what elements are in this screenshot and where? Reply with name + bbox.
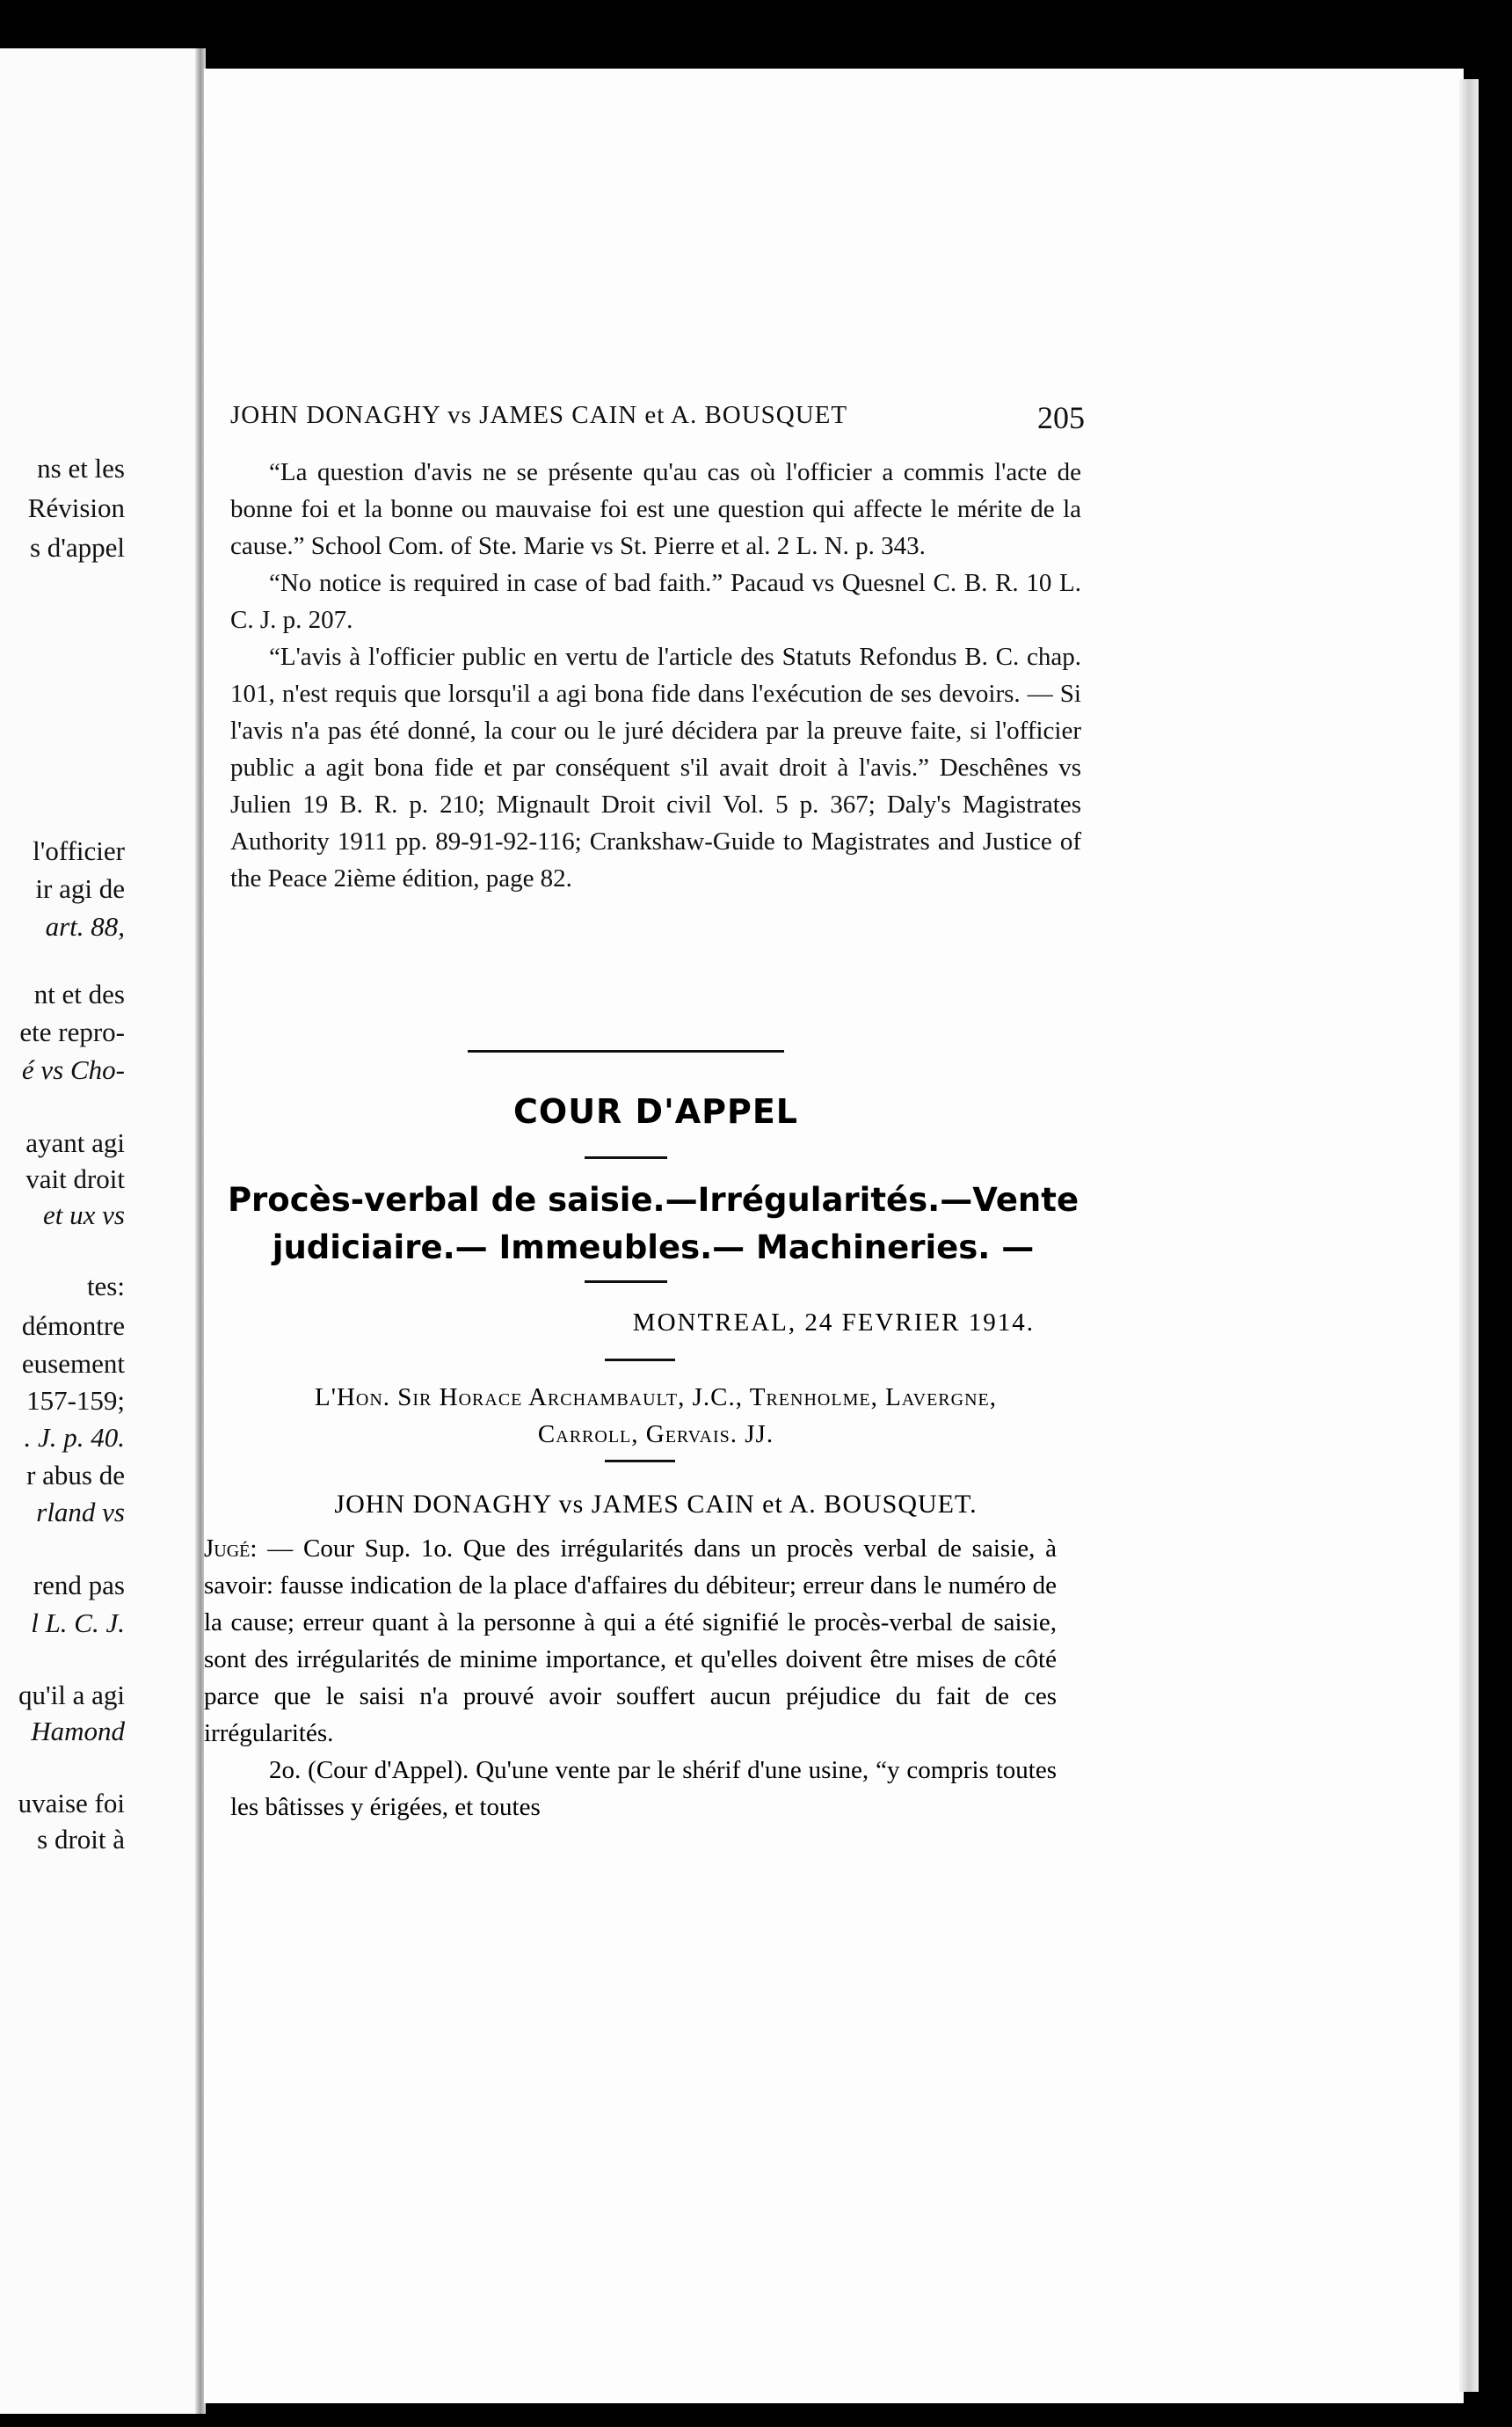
left-line: art. 88,: [45, 911, 125, 942]
left-line: eusement: [21, 1348, 125, 1379]
left-line: vait droit: [25, 1163, 125, 1194]
left-line: démontre: [21, 1310, 125, 1341]
section-divider: [468, 1050, 784, 1053]
left-line: l L. C. J.: [31, 1607, 125, 1638]
headnote: [218, 1177, 1088, 1272]
left-line: Hamond: [31, 1716, 125, 1746]
title-rule: [585, 1156, 667, 1159]
holding-text: — Cour Sup. 1o. Que des irrégularités dans un procès verbal de saisie, à savoir: fausse indication de la place d'affaires du débiteur; erreur dans le numéro de la cause; erreur quant à la personne à qui a été signifié le procès-verbal de saisie, sont des irrégularités de minime importance, et qu'elles doivent être mises de côté parce que le saisi n'a prouvé avoir souffert aucun préjudice du fait de ces irrégularités.: [204, 1534, 1057, 1747]
headnote-line: Procès-verbal de saisie.—Irrégularités.—Vente: [227, 1181, 1079, 1219]
dateline: MONTREAL, 24 FEVRIER 1914.: [632, 1308, 1035, 1337]
left-page-fragment: [0, 48, 200, 2414]
left-line: ns et les: [37, 453, 125, 484]
holding-paragraph: [204, 1530, 1057, 1752]
judges-line: L'Hon. Sir Horace Archambault, J.C., Trenholme, Lavergne,: [315, 1383, 997, 1411]
left-line: et ux vs: [43, 1199, 125, 1230]
judges: [230, 1379, 1081, 1453]
running-head: JOHN DONAGHY vs JAMES CAIN et A. BOUSQUET: [230, 401, 848, 429]
left-line: ayant agi: [25, 1127, 125, 1158]
court-title: COUR D'APPEL: [513, 1092, 798, 1131]
left-line: 157-159;: [26, 1385, 125, 1416]
left-line: qu'il a agi: [18, 1680, 125, 1710]
juge-label: Jugé:: [204, 1534, 258, 1563]
page-number: 205: [1037, 400, 1085, 435]
left-line: rend pas: [33, 1570, 125, 1600]
holding-paragraph: 2o. (Cour d'Appel). Qu'une vente par le shérif d'une usine, “y compris toutes les bâtisses y érigées, et toutes: [230, 1756, 1057, 1821]
judges-line: Carroll, Gervais. JJ.: [537, 1420, 774, 1448]
left-line: s droit à: [37, 1824, 125, 1855]
citation-paragraph: “No notice is required in case of bad faith.” Pacaud vs Quesnel C. B. R. 10 L. C. J. p. 207.: [230, 569, 1081, 634]
left-line: ete repro-: [19, 1017, 125, 1047]
left-line: tes:: [86, 1271, 125, 1301]
dateline-rule: [605, 1359, 675, 1361]
left-line: . J. p. 40.: [24, 1422, 125, 1453]
headnote-line: judiciaire.— Immeubles.— Machineries. —: [272, 1228, 1035, 1266]
case-title: JOHN DONAGHY vs JAMES CAIN et A. BOUSQUET.: [334, 1490, 978, 1519]
page-edge: [1459, 79, 1479, 2392]
left-line: rland vs: [36, 1497, 125, 1527]
judges-rule: [605, 1460, 675, 1462]
citation-paragraph: “L'avis à l'officier public en vertu de l'article des Statuts Refondus B. C. chap. 101, n'est requis que lorsqu'il a agi bona fide dans l'exécution de ses devoirs. — Si l'avis n'a pas été donné, la cour ou le juré décidera par la preuve faite, si l'officier public a agit bona fide et par conséquent s'il avait droit à l'avis.” Deschênes vs Julien 19 B. R. p. 210; Mignault Droit civil Vol. 5 p. 367; Daly's Magistrates Authority 1911 pp. 89-91-92-116; Crankshaw-Guide to Magistrates and Justice of the Peace 2ième édition, page 82.: [230, 643, 1081, 893]
citation-paragraph: “La question d'avis ne se présente qu'au cas où l'officier a commis l'acte de bonne foi et la bonne ou mauvaise foi est une question qui affecte le mérite de la cause.” School Com. of Ste. Marie vs St. Pierre et al. 2 L. N. p. 343.: [230, 458, 1081, 560]
left-line: Révision: [27, 492, 125, 523]
left-line: r abus de: [26, 1460, 125, 1490]
left-line: ir agi de: [35, 873, 125, 904]
headnote-rule: [585, 1280, 667, 1283]
left-line: s d'appel: [29, 532, 125, 563]
left-line: nt et des: [33, 979, 125, 1009]
holding-block: [204, 1530, 1057, 1826]
left-line: uvaise foi: [18, 1788, 125, 1818]
left-line: l'officier: [33, 835, 125, 866]
citations-block: [230, 454, 1081, 897]
left-line: é vs Cho-: [21, 1054, 125, 1085]
